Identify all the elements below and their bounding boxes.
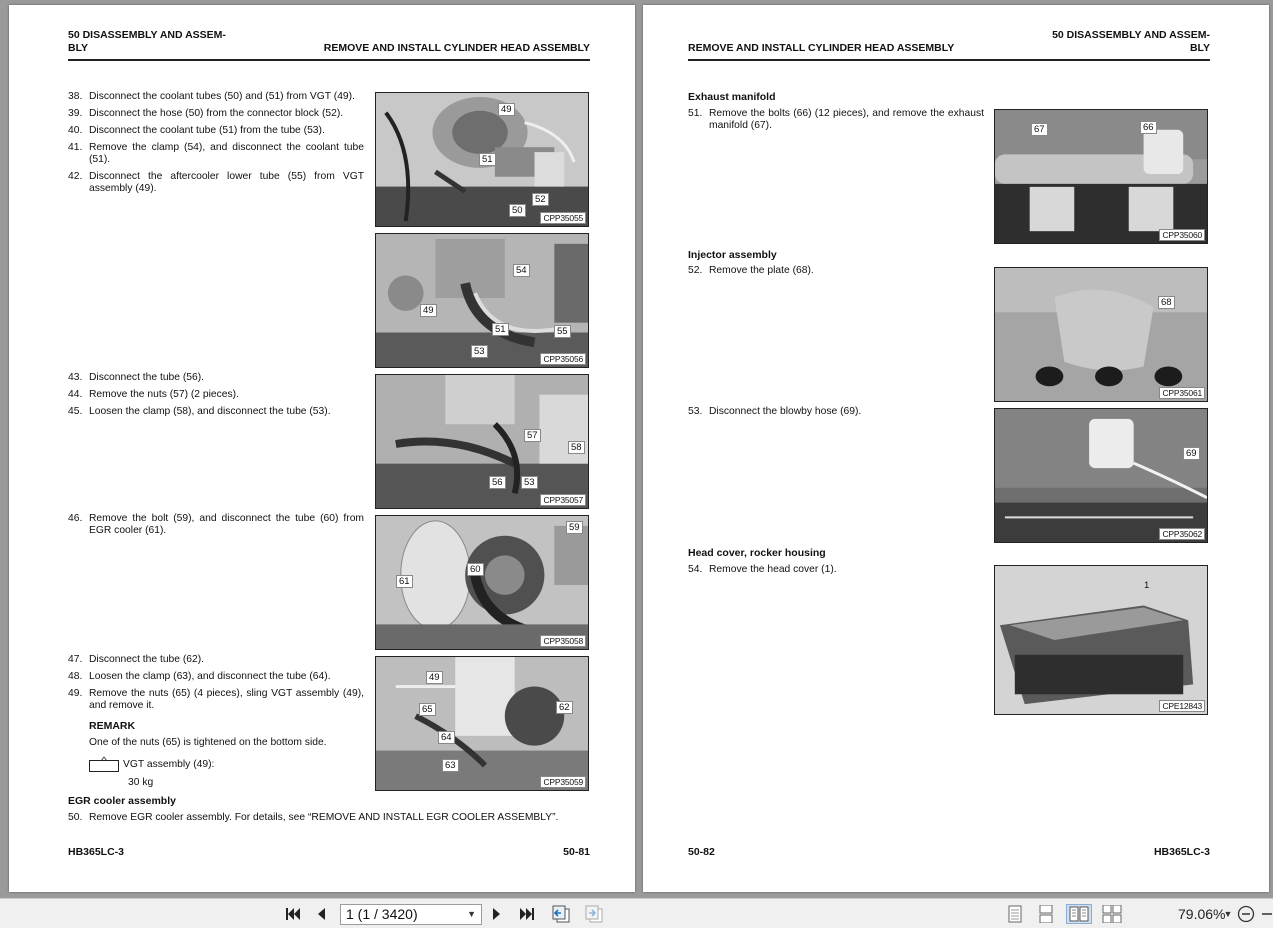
photo-id: CPP35061: [1159, 387, 1205, 399]
callout-61: 61: [396, 575, 413, 588]
callout-67: 67: [1031, 123, 1048, 136]
zoom-dropdown-icon[interactable]: ▼: [1223, 909, 1233, 919]
callout-69: 69: [1183, 447, 1200, 460]
zoom-out-icon[interactable]: [1236, 905, 1256, 923]
first-page-icon[interactable]: [283, 905, 303, 923]
photo-cpp35060: [994, 109, 1208, 244]
callout-49: 49: [420, 304, 437, 317]
page-50-81: 50 DISASSEMBLY AND ASSEM- BLY REMOVE AND INSTALL CYLINDER HEAD ASSEMBLY 38. Disconnect the coolant tubes (50) and (51) from VGT (49). 39. Disconnect the hose (50) from the connector block (52). 40. Disconnect the coolant tube (51) from the tube (53). 41. Remove the clamp (54), and disconnect the coolant tube (51). 42. Disconnect the aftercooler lower tube (55) from VGT assembly (49). 43. Disconnect the tube (56). 44. Remove the nuts (57) (2 pieces). 45. Loosen the clamp (58), and disconnect the tube (53). 46. Remove the bolt (59), and disconnect the tube (60) from EGR cooler (61). 47. Disconnect the tube (62). 48. Loosen the clamp (63), and disconnect the tube (64). 49. Remove the nuts (65) (4 pieces), sling VGT assembly (49), and remove it. REMARK One of the nuts (65) is tightened on the bottom side. VGT assembly (49): 30 kg EGR cooler assembly 50. Remove EGR cooler assembly. For details, see “REMOVE AND INSTALL EGR COOLER ASSEMBLY”. 49 51 52 50 CPP35055 54 49 51 55 53 CPP35056 57 58 56 53 CPP35057 59 61 60 CPP35058 49 65 62 64 63 CPP35059 HB365LC-3 50-81: [9, 5, 635, 892]
callout-59: 59: [566, 521, 583, 534]
callout-68: 68: [1158, 296, 1175, 309]
chapter-header: [68, 29, 226, 55]
callout-56: 56: [489, 476, 506, 489]
footer-model: HB365LC-3: [68, 846, 125, 858]
zoom-slider-handle[interactable]: [1262, 905, 1272, 923]
callout-54: 54: [513, 264, 530, 277]
egr-section-title: EGR cooler assembly: [68, 795, 176, 807]
callout-52: 52: [532, 193, 549, 206]
previous-page-icon[interactable]: [313, 905, 329, 923]
callout-49: 49: [498, 103, 515, 116]
header-rule: [688, 59, 1210, 61]
section-injector-assembly: Injector assembly: [688, 249, 777, 261]
callout-62: 62: [556, 701, 573, 714]
weight-icon: [89, 760, 119, 772]
chapter-header-line1: 50 DISASSEMBLY AND ASSEM-: [1052, 29, 1210, 41]
callout-51: 51: [479, 153, 496, 166]
callout-1: 1: [1144, 580, 1150, 591]
callout-53: 53: [521, 476, 538, 489]
remark-text: One of the nuts (65) is tightened on the bottom side.: [89, 737, 327, 748]
page-number-select[interactable]: [340, 904, 482, 925]
last-page-icon[interactable]: [517, 905, 537, 923]
photo-cpp35062: [994, 408, 1208, 543]
section-header: REMOVE AND INSTALL CYLINDER HEAD ASSEMBLY: [688, 42, 955, 54]
callout-49: 49: [426, 671, 443, 684]
callout-55: 55: [554, 325, 571, 338]
chapter-header-line2: BLY: [68, 42, 89, 54]
chapter-header: [1052, 29, 1210, 55]
callout-51: 51: [492, 323, 509, 336]
photo-id: CPP35062: [1159, 528, 1205, 540]
continuous-icon[interactable]: [1037, 905, 1055, 923]
next-page-icon[interactable]: [489, 905, 505, 923]
footer-page-number: 50-81: [563, 846, 590, 858]
callout-65: 65: [419, 703, 436, 716]
photo-cpp35056: [375, 233, 589, 368]
header-rule: [68, 59, 590, 61]
chapter-header-line1: 50 DISASSEMBLY AND ASSEM-: [68, 29, 226, 41]
facing-icon[interactable]: [1066, 904, 1092, 924]
page-50-82: REMOVE AND INSTALL CYLINDER HEAD ASSEMBLY 50 DISASSEMBLY AND ASSEM- BLY Exhaust manifold 51. Remove the bolts (66) (12 pieces), and remove the exhaust manifold (67). Injector assembly 52. Remove the plate (68). 53. Disconnect the blowby hose (69). Head cover, rocker housing 54. Remove the head cover (1). 67 66 CPP35060 68 CPP35061 69 CPP35062 1 CPE12843 50-82 HB365LC-3: [643, 5, 1269, 892]
callout-63: 63: [442, 759, 459, 772]
photo-cpp35061: [994, 267, 1208, 402]
section-header: REMOVE AND INSTALL CYLINDER HEAD ASSEMBLY: [323, 42, 590, 54]
footer-model: HB365LC-3: [1153, 846, 1210, 858]
weight-value: 30 kg: [128, 777, 154, 788]
callout-64: 64: [438, 731, 455, 744]
photo-id: CPP35057: [540, 494, 586, 506]
previous-view-icon[interactable]: [550, 905, 572, 923]
section-head-cover: Head cover, rocker housing: [688, 547, 826, 559]
photo-cpp35055: [375, 92, 589, 227]
photo-id: CPP35055: [540, 212, 586, 224]
chapter-header-line2: BLY: [1189, 42, 1210, 54]
remark-title: REMARK: [89, 720, 136, 732]
continuous-facing-icon[interactable]: [1101, 905, 1123, 923]
photo-id: CPP35060: [1159, 229, 1205, 241]
next-view-icon[interactable]: [583, 905, 605, 923]
photo-cpp35057: [375, 374, 589, 509]
photo-cpp35058: [375, 515, 589, 650]
callout-60: 60: [467, 563, 484, 576]
photo-cpp35059: [375, 656, 589, 791]
viewer-toolbar: [0, 898, 1273, 928]
callout-53: 53: [471, 345, 488, 358]
callout-57: 57: [524, 429, 541, 442]
photo-id: CPP35059: [540, 776, 586, 788]
footer-page-number: 50-82: [688, 846, 715, 858]
callout-50: 50: [509, 204, 526, 217]
single-page-icon[interactable]: [1006, 905, 1024, 923]
photo-id: CPP35058: [540, 635, 586, 647]
section-exhaust-manifold: Exhaust manifold: [688, 91, 776, 103]
weight-label: VGT assembly (49):: [123, 759, 215, 770]
zoom-level[interactable]: 79.06%: [1178, 906, 1226, 922]
photo-id: CPE12843: [1159, 700, 1205, 712]
callout-66: 66: [1140, 121, 1157, 134]
chevron-down-icon: ▼: [467, 909, 476, 919]
photo-cpe12843: [994, 565, 1208, 715]
page-indicator-text: 1 (1 / 3420): [346, 906, 418, 922]
callout-58: 58: [568, 441, 585, 454]
photo-id: CPP35056: [540, 353, 586, 365]
